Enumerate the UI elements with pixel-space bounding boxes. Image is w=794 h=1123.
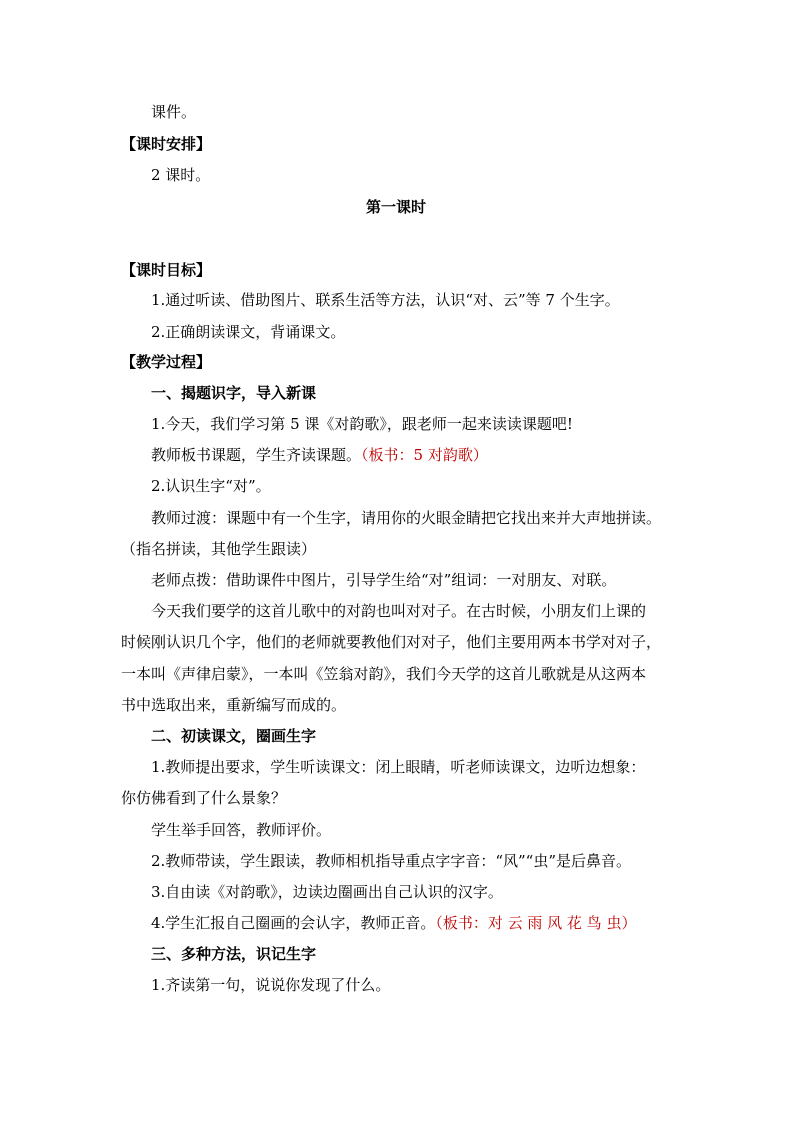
section2-paragraph-5-text: 4.学生汇报自己圈画的会认字，教师正音。 [151, 914, 436, 932]
section2-paragraph-4: 3.自由读《对韵歌》，边读边圈画出自己认识的汉字。 [151, 883, 503, 901]
section1-title: 一、揭题识字，导入新课 [151, 384, 317, 402]
intro-end-text: 课件。 [151, 103, 197, 121]
lesson-title: 第一课时 [366, 198, 427, 216]
goal-item-1: 1.通过听读、借助图片、联系生活等方法，认识“对、云”等 7 个生字。 [151, 291, 620, 309]
schedule-heading: 【课时安排】 [121, 135, 212, 153]
section2-paragraph-5 [151, 913, 636, 933]
section2-paragraph-3: 2.教师带读，学生跟读，教师相机指导重点字字音：“风”“虫”是后鼻音。 [151, 852, 631, 870]
section1-paragraph-2 [151, 445, 488, 465]
section1-paragraph-6-line3: 一本叫《声律启蒙》，一本叫《笠翁对韵》，我们今天学的这首儿歌就是从这两本 [121, 665, 647, 683]
section1-paragraph-6-line2: 时候刚认识几个字，他们的老师就要教他们对对子，他们主要用两本书学对对子， [121, 633, 662, 651]
section3-paragraph-1: 1.齐读第一句，说说你发现了什么。 [151, 976, 391, 994]
section1-paragraph-2-text: 教师板书课题，学生齐读课题。 [151, 446, 362, 464]
section1-paragraph-6-line4: 书中选取出来，重新编写而成的。 [121, 696, 347, 714]
section2-paragraph-1-line2: 你仿佛看到了什么景象？ [121, 789, 287, 807]
section1-paragraph-5: 老师点拨：借助课件中图片，引导学生给“对”组词：一对朋友、对联。 [151, 571, 617, 589]
goal-item-2: 2.正确朗读课文，背诵课文。 [151, 323, 346, 341]
section1-paragraph-4-line1: 教师过渡：课题中有一个生字，请用你的火眼金睛把它找出来并大声地拼读。 [151, 509, 662, 527]
section1-paragraph-4-line2: （指名拼读，其他学生跟读） [121, 540, 317, 558]
section1-paragraph-3: 2.认识生字“对”。 [151, 477, 271, 495]
process-heading: 【教学过程】 [121, 353, 212, 371]
schedule-text: 2 课时。 [151, 166, 211, 184]
section2-paragraph-2: 学生举手回答，教师评价。 [151, 821, 332, 839]
goals-heading: 【课时目标】 [121, 261, 212, 279]
section1-paragraph-6-line1: 今天我们要学的这首儿歌中的对韵也叫对对子。在古时候，小朋友们上课的 [151, 602, 647, 620]
board-note-title: （板书：5 对韵歌） [361, 446, 488, 464]
board-note-characters: （板书：对 云 雨 风 花 鸟 虫） [435, 914, 637, 932]
section2-title: 二、初读课文，圈画生字 [151, 727, 317, 745]
section2-paragraph-1-line1: 1.教师提出要求，学生听读课文：闭上眼睛，听老师读课文，边听边想象： [151, 758, 646, 776]
section1-paragraph-1: 1.今天，我们学习第 5 课《对韵歌》，跟老师一起来读读课题吧! [151, 415, 573, 433]
section3-title: 三、多种方法，识记生字 [151, 945, 317, 963]
